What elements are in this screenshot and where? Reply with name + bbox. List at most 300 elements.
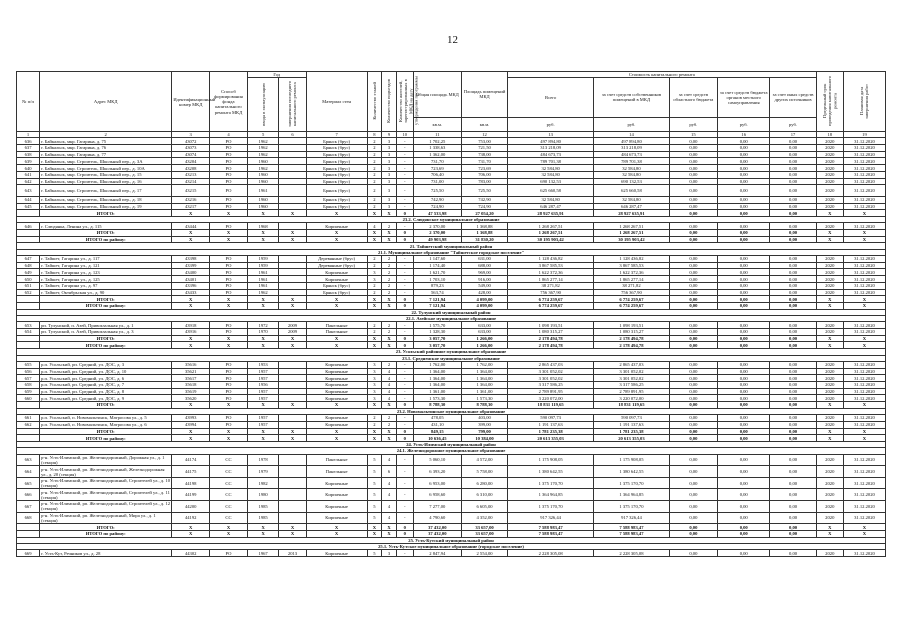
table-cell: 2020 [816,289,843,296]
table-cell: 2020 [816,223,843,230]
table-cell: р.п. Усольский, рп. Средний, ул. ДОС, д. 6 [40,375,172,382]
table-cell: 0,00 [770,262,816,269]
table-cell: 642 [17,178,40,185]
table-cell: X [816,302,843,309]
table-cell: X [247,530,278,537]
table-cell: 0,00 [669,395,717,402]
table-cell: 789 701,38 [508,158,594,165]
table-cell: 639 [17,158,40,165]
table-cell: 7 121,94 [413,296,461,303]
table-cell: 648 [17,262,40,269]
table-cell: 2020 [816,171,843,178]
table-cell: г. Слюдянка, Ленина ул., д. 115 [40,223,172,230]
table-row [17,196,886,203]
table-cell: 4 352,00 [461,512,507,524]
table-cell: X [843,236,885,243]
table-cell: 1 702,25 [413,138,461,145]
table-cell: 706,40 [413,171,461,178]
table-cell: Кирпичные [306,501,367,513]
table-cell: РО [210,289,248,296]
table-cell: 666 [17,489,40,501]
table-cell: X [367,435,382,442]
table-cell: г. Тайшет, Гагарина ул., д. 121 [40,262,172,269]
table-cell: 2020 [816,477,843,489]
table-cell: 917 326,44 [508,512,594,524]
table-cell: 3 220 072,00 [594,395,670,402]
table-cell: 0,00 [770,477,816,489]
table-cell: 5 [367,454,382,466]
table-cell: 0,00 [669,428,717,435]
table-cell: 2 [367,171,382,178]
table-cell: 2020 [816,381,843,388]
table-cell: - [396,145,413,152]
column-number: 12 [461,132,507,138]
table-cell: р.п. Усольский, рп. Средний, ул. ДОС, д. 3 [40,361,172,368]
table-cell: X [172,428,210,435]
table-cell: 1 362,00 [413,151,461,158]
table-cell: 725,50 [461,185,507,197]
table-cell: 0,00 [770,236,816,243]
table-cell: СС [210,512,248,524]
table-cell: X [382,335,397,342]
table-cell: 31.12.2020 [843,375,885,382]
table-cell: 0,00 [669,289,717,296]
table-cell: 731,70 [461,158,507,165]
table-cell: 10 636,45 [413,435,461,442]
table-cell: 2 [382,361,397,368]
table-cell: СС [210,477,248,489]
table-cell: - [396,165,413,172]
table-cell: 1980 [247,489,278,501]
table-cell: 0,00 [669,329,717,336]
table-cell: 2020 [816,375,843,382]
table-cell: X [210,236,248,243]
table-cell: 2009 [279,329,306,336]
table-cell [279,138,306,145]
table-cell: 0,00 [669,368,717,375]
table-cell: 0,00 [770,512,816,524]
table-cell: 0,00 [770,501,816,513]
table-cell: 0,00 [770,145,816,152]
table-cell: 403,00 [461,415,507,422]
table-cell: X [306,435,367,442]
table-cell: 1 865 277,14 [594,276,670,283]
table-cell: 658 [17,381,40,388]
header-cost-fund: за счет средств собственников помещений в МКД [594,78,670,117]
table-cell: 879,23 [413,282,461,289]
table-cell: 31.12.2020 [843,550,885,557]
table-cell: X [210,524,248,531]
table-cell: 0,00 [770,158,816,165]
table-cell: 662 [17,421,40,428]
table-cell: X [382,428,397,435]
table-cell: 0,00 [770,289,816,296]
table-cell: 478,05 [413,415,461,422]
table-cell: 0,00 [717,375,769,382]
table-cell: 4 [382,477,397,489]
table-cell: X [382,302,397,309]
table-cell: 2 [382,269,397,276]
table-cell: X [816,210,843,217]
table-cell: 0,00 [717,512,769,524]
table-cell: 0,00 [717,256,769,263]
table-cell: 1 268 267,51 [594,223,670,230]
total-row [17,302,886,309]
table-cell: 5 [367,501,382,513]
table-cell: 3 301 052,02 [594,375,670,382]
table-cell [279,361,306,368]
table-cell: 2 554,00 [461,550,507,557]
table-cell: 0,00 [770,196,816,203]
table-cell [279,368,306,375]
table-cell: 3 867 585,53 [508,262,594,269]
table-cell: 3 [367,388,382,395]
table-row [17,395,886,402]
table-cell: 2020 [816,145,843,152]
table-cell: 6 774 259,67 [508,302,594,309]
table-cell: 1985 [247,501,278,513]
table-row [17,368,886,375]
table-cell: РО [210,368,248,375]
table-cell: - [396,196,413,203]
table-cell: 756 367,90 [594,289,670,296]
table-cell: 2 228 305,08 [508,550,594,557]
table-cell: 43216 [172,196,210,203]
table-cell: 1 364,00 [413,368,461,375]
table-cell: 0,00 [717,185,769,197]
table-cell: X [210,435,248,442]
table-cell: 20 613 355,03 [594,435,670,442]
table-cell: X [172,210,210,217]
table-cell: 32 584,80 [508,165,594,172]
table-cell: - [396,421,413,428]
table-cell [279,381,306,388]
table-cell: 4 [382,368,397,375]
table-cell: 1962 [247,151,278,158]
header-cost-other: за счет иных средств других источников [770,78,816,117]
table-cell: 3 057,70 [413,342,461,349]
table-cell: 2 [382,282,397,289]
table-cell [279,512,306,524]
page-number: 12 [447,34,458,46]
table-cell: 35620 [172,395,210,402]
table-cell [279,196,306,203]
table-cell: 2020 [816,550,843,557]
table-cell: р-н. Усть-Илимский, рп. Железнодорожный, Дорожная ул., д. 1 (секция) [40,454,172,466]
table-cell: 7 588 983,47 [594,530,670,537]
table-cell: 1967 [247,550,278,557]
table-cell: 2 [382,223,397,230]
table-cell: 0,00 [770,550,816,557]
table-cell: Кирпичные [306,388,367,395]
table-cell: X [279,210,306,217]
column-number: 3 [172,132,210,138]
table-cell: СС [210,466,248,478]
table-cell: 31.12.2020 [843,381,885,388]
table-cell: 43396 [172,282,210,289]
table-cell: X [306,296,367,303]
table-cell: Брянск (брус) [306,185,367,197]
table-cell: 0,00 [717,302,769,309]
table-cell: 31.12.2020 [843,361,885,368]
table-cell: 484 673,73 [508,151,594,158]
table-cell: Брянск (брус) [306,289,367,296]
table-cell [279,151,306,158]
table-cell: 2020 [816,138,843,145]
table-cell: 3 [382,196,397,203]
table-cell: 31.12.2020 [843,368,885,375]
table-cell: р-н. Усть-Илимский, рп. Железнодорожный, Железнодорожная ул., д. 20 (секция) [40,466,172,478]
table-cell: 656 [17,368,40,375]
table-cell: 38 271,82 [594,282,670,289]
table-cell: Кирпичные [306,381,367,388]
table-cell: 756 367,90 [508,289,594,296]
table-cell: 0,00 [770,178,816,185]
table-cell: 2 [367,415,382,422]
table-cell: 43214 [172,178,210,185]
table-cell: ИТОГО по району: [40,342,172,349]
section-title: 25.1. Усть-Кутское муниципальное образование (городское поселение) [17,543,886,549]
section-title: 23.2. Слюдянское муниципальное образование [17,216,886,222]
table-cell: 0,00 [770,171,816,178]
table-cell: 2 789 891,95 [508,388,594,395]
table-cell: 3 [382,165,397,172]
table-cell: Кирпичные [306,276,367,283]
table-cell: 44198 [172,477,210,489]
total-row [17,236,886,243]
table-cell: 0,00 [717,477,769,489]
table-cell: 3 [382,151,397,158]
table-cell: 0,00 [770,435,816,442]
table-cell: 2 [382,276,397,283]
table-cell: 3 867 585,53 [594,262,670,269]
table-cell: X [306,229,367,236]
table-cell: 32 584,80 [594,196,670,203]
table-cell: 5 [367,466,382,478]
table-cell: X [382,210,397,217]
table-cell: X [382,402,397,409]
table-cell: X [247,402,278,409]
table-cell: 2020 [816,276,843,283]
table-cell: 0,00 [717,289,769,296]
table-cell: 0,00 [717,165,769,172]
table-row [17,454,886,466]
table-cell: 1 375 170,70 [594,501,670,513]
table-cell: X [172,402,210,409]
table-cell: 3 301 052,02 [508,375,594,382]
table-cell: 1960 [247,203,278,210]
table-cell: 1957 [247,421,278,428]
table-cell: 653 [17,322,40,329]
table-cell: 30 195 903,42 [594,236,670,243]
table-cell: 0,00 [669,145,717,152]
table-cell: 5 758,00 [461,466,507,478]
table-cell: 4 [382,501,397,513]
table-cell: 497 894,80 [594,138,670,145]
table-cell: 31.12.2020 [843,269,885,276]
section-title: 23.1. Средненское муниципальное образование [17,355,886,361]
table-cell: 1 364,00 [461,375,507,382]
table-cell: 0,00 [669,276,717,283]
table-cell: 30 195 903,42 [508,236,594,243]
total-row [17,402,886,409]
table-cell: 563,74 [413,289,461,296]
table-cell: 31.12.2020 [843,256,885,263]
table-cell: 44192 [172,512,210,524]
table-cell: РО [210,415,248,422]
table-row [17,203,886,210]
table-cell: г. Байкальск, мкр. Гагарина, д. 75 [40,138,172,145]
table-cell: 0,00 [717,229,769,236]
table-cell: 44174 [172,454,210,466]
table-cell: 1960 [247,171,278,178]
table-cell: 659 [17,388,40,395]
table-cell: 4 [382,375,397,382]
table-cell: - [396,282,413,289]
table-cell: X [279,342,306,349]
table-cell: РО [210,171,248,178]
table-cell: Брянск (брус) [306,178,367,185]
table-cell: 0,00 [717,158,769,165]
table-cell: X [816,435,843,442]
table-cell: 0,00 [669,477,717,489]
table-cell: 1 098 193,51 [594,322,670,329]
table-cell: 969,00 [461,269,507,276]
table-cell: 32 584,80 [594,171,670,178]
table-cell [279,489,306,501]
table-cell: РО [210,388,248,395]
table-cell: X [279,236,306,243]
table-cell [279,185,306,197]
table-cell: - [396,269,413,276]
table-row [17,381,886,388]
table-cell: 0 [396,524,413,531]
table-cell: 2 [382,329,397,336]
table-cell: 0,00 [770,223,816,230]
table-cell: 3 317 586,25 [508,381,594,388]
table-cell: 1961 [247,282,278,289]
unit-cost-total: руб. [508,117,594,132]
table-cell: 2 [382,289,397,296]
total-row [17,296,886,303]
table-cell: 657 [17,375,40,382]
table-cell: 43400 [172,269,210,276]
table-header [17,72,886,138]
table-cell: 484 673,73 [594,151,670,158]
total-row [17,530,886,537]
table-cell: - [396,203,413,210]
table-cell: X [306,428,367,435]
table-cell: РО [210,151,248,158]
table-cell: 2 [367,158,382,165]
table-cell: - [396,381,413,388]
header-residents: Количество жителей, зарегистрированных в МКД на дату утверждения программы [396,72,413,132]
table-cell [279,262,306,269]
table-cell: - [396,466,413,478]
table-cell: г. Тайшет, Гагарина ул., д. 123 [40,269,172,276]
table-cell: Кирпичные [306,550,367,557]
table-cell: X [816,335,843,342]
table-cell: 31.12.2020 [843,454,885,466]
table-cell [279,269,306,276]
table-cell: 31.12.2020 [843,145,885,152]
table-row [17,151,886,158]
table-cell: 1 128 436,82 [594,256,670,263]
table-cell: 0,00 [717,276,769,283]
section-title: 23.2. Новомальтинское муниципальное образование [17,408,886,414]
table-cell: 1 380 642,55 [508,466,594,478]
table-cell: 33 657,00 [461,524,507,531]
table-cell [279,282,306,289]
table-cell: 43213 [172,171,210,178]
table-cell: Кирпичные [306,395,367,402]
table-cell: 1 573,30 [461,395,507,402]
table-cell: 31.12.2020 [843,388,885,395]
table-cell: 3 [382,178,397,185]
table-cell: 43204 [172,158,210,165]
table-cell: 1 781 235,38 [508,428,594,435]
table-cell: 32 584,80 [594,165,670,172]
table-cell: 0,00 [669,501,717,513]
table-cell: 1 368,88 [461,229,507,236]
table-cell [17,335,40,342]
table-cell: 661 [17,415,40,422]
table-cell: 3 301 052,02 [594,368,670,375]
table-cell: РО [210,196,248,203]
table-cell: 28 927 635,91 [508,210,594,217]
table-cell: 723,69 [461,165,507,172]
table-cell: 0 [396,402,413,409]
table-cell: 725,50 [413,185,461,197]
header-cost-local: за счет средств бюджета органов местного самоуправления [717,78,769,117]
table-cell: ИТОГО по району: [40,435,172,442]
table-cell: X [172,435,210,442]
table-cell: 1982 [247,477,278,489]
table-cell: 2020 [816,196,843,203]
table-cell: 497 894,80 [508,138,594,145]
table-cell: 645 [17,203,40,210]
table-cell: РО [210,138,248,145]
table-cell: X [367,524,382,531]
table-cell: 3 [367,269,382,276]
table-cell: г. Байкальск, мкр. Строитель, Школьный пер., д. 17 [40,185,172,197]
table-cell: 31.12.2020 [843,138,885,145]
table-cell: X [843,302,885,309]
table-cell: 0,00 [717,138,769,145]
table-cell: 31 830,20 [461,236,507,243]
table-cell: р.п. Усольский, рп. Средний, ул. ДОС, д. 9 [40,395,172,402]
table-cell: - [396,489,413,501]
table-cell: 1 575,70 [413,322,461,329]
table-cell: г. Тайшет, Гагарина ул., д. 125 [40,276,172,283]
column-number: 9 [382,132,397,138]
table-cell: 2 [367,178,382,185]
table-cell: 721,50 [461,145,507,152]
table-cell: 31.12.2020 [843,322,885,329]
table-cell: 753,00 [461,138,507,145]
table-cell: 0,00 [717,335,769,342]
table-row [17,466,886,478]
table-cell: 1979 [247,466,278,478]
table-cell: X [210,428,248,435]
table-cell: 688,00 [461,262,507,269]
table-cell: 0,00 [770,395,816,402]
total-row [17,229,886,236]
table-cell: X [247,296,278,303]
table-cell: 0,00 [669,262,717,269]
table-cell: 1962 [247,138,278,145]
table-cell: 660 [17,395,40,402]
